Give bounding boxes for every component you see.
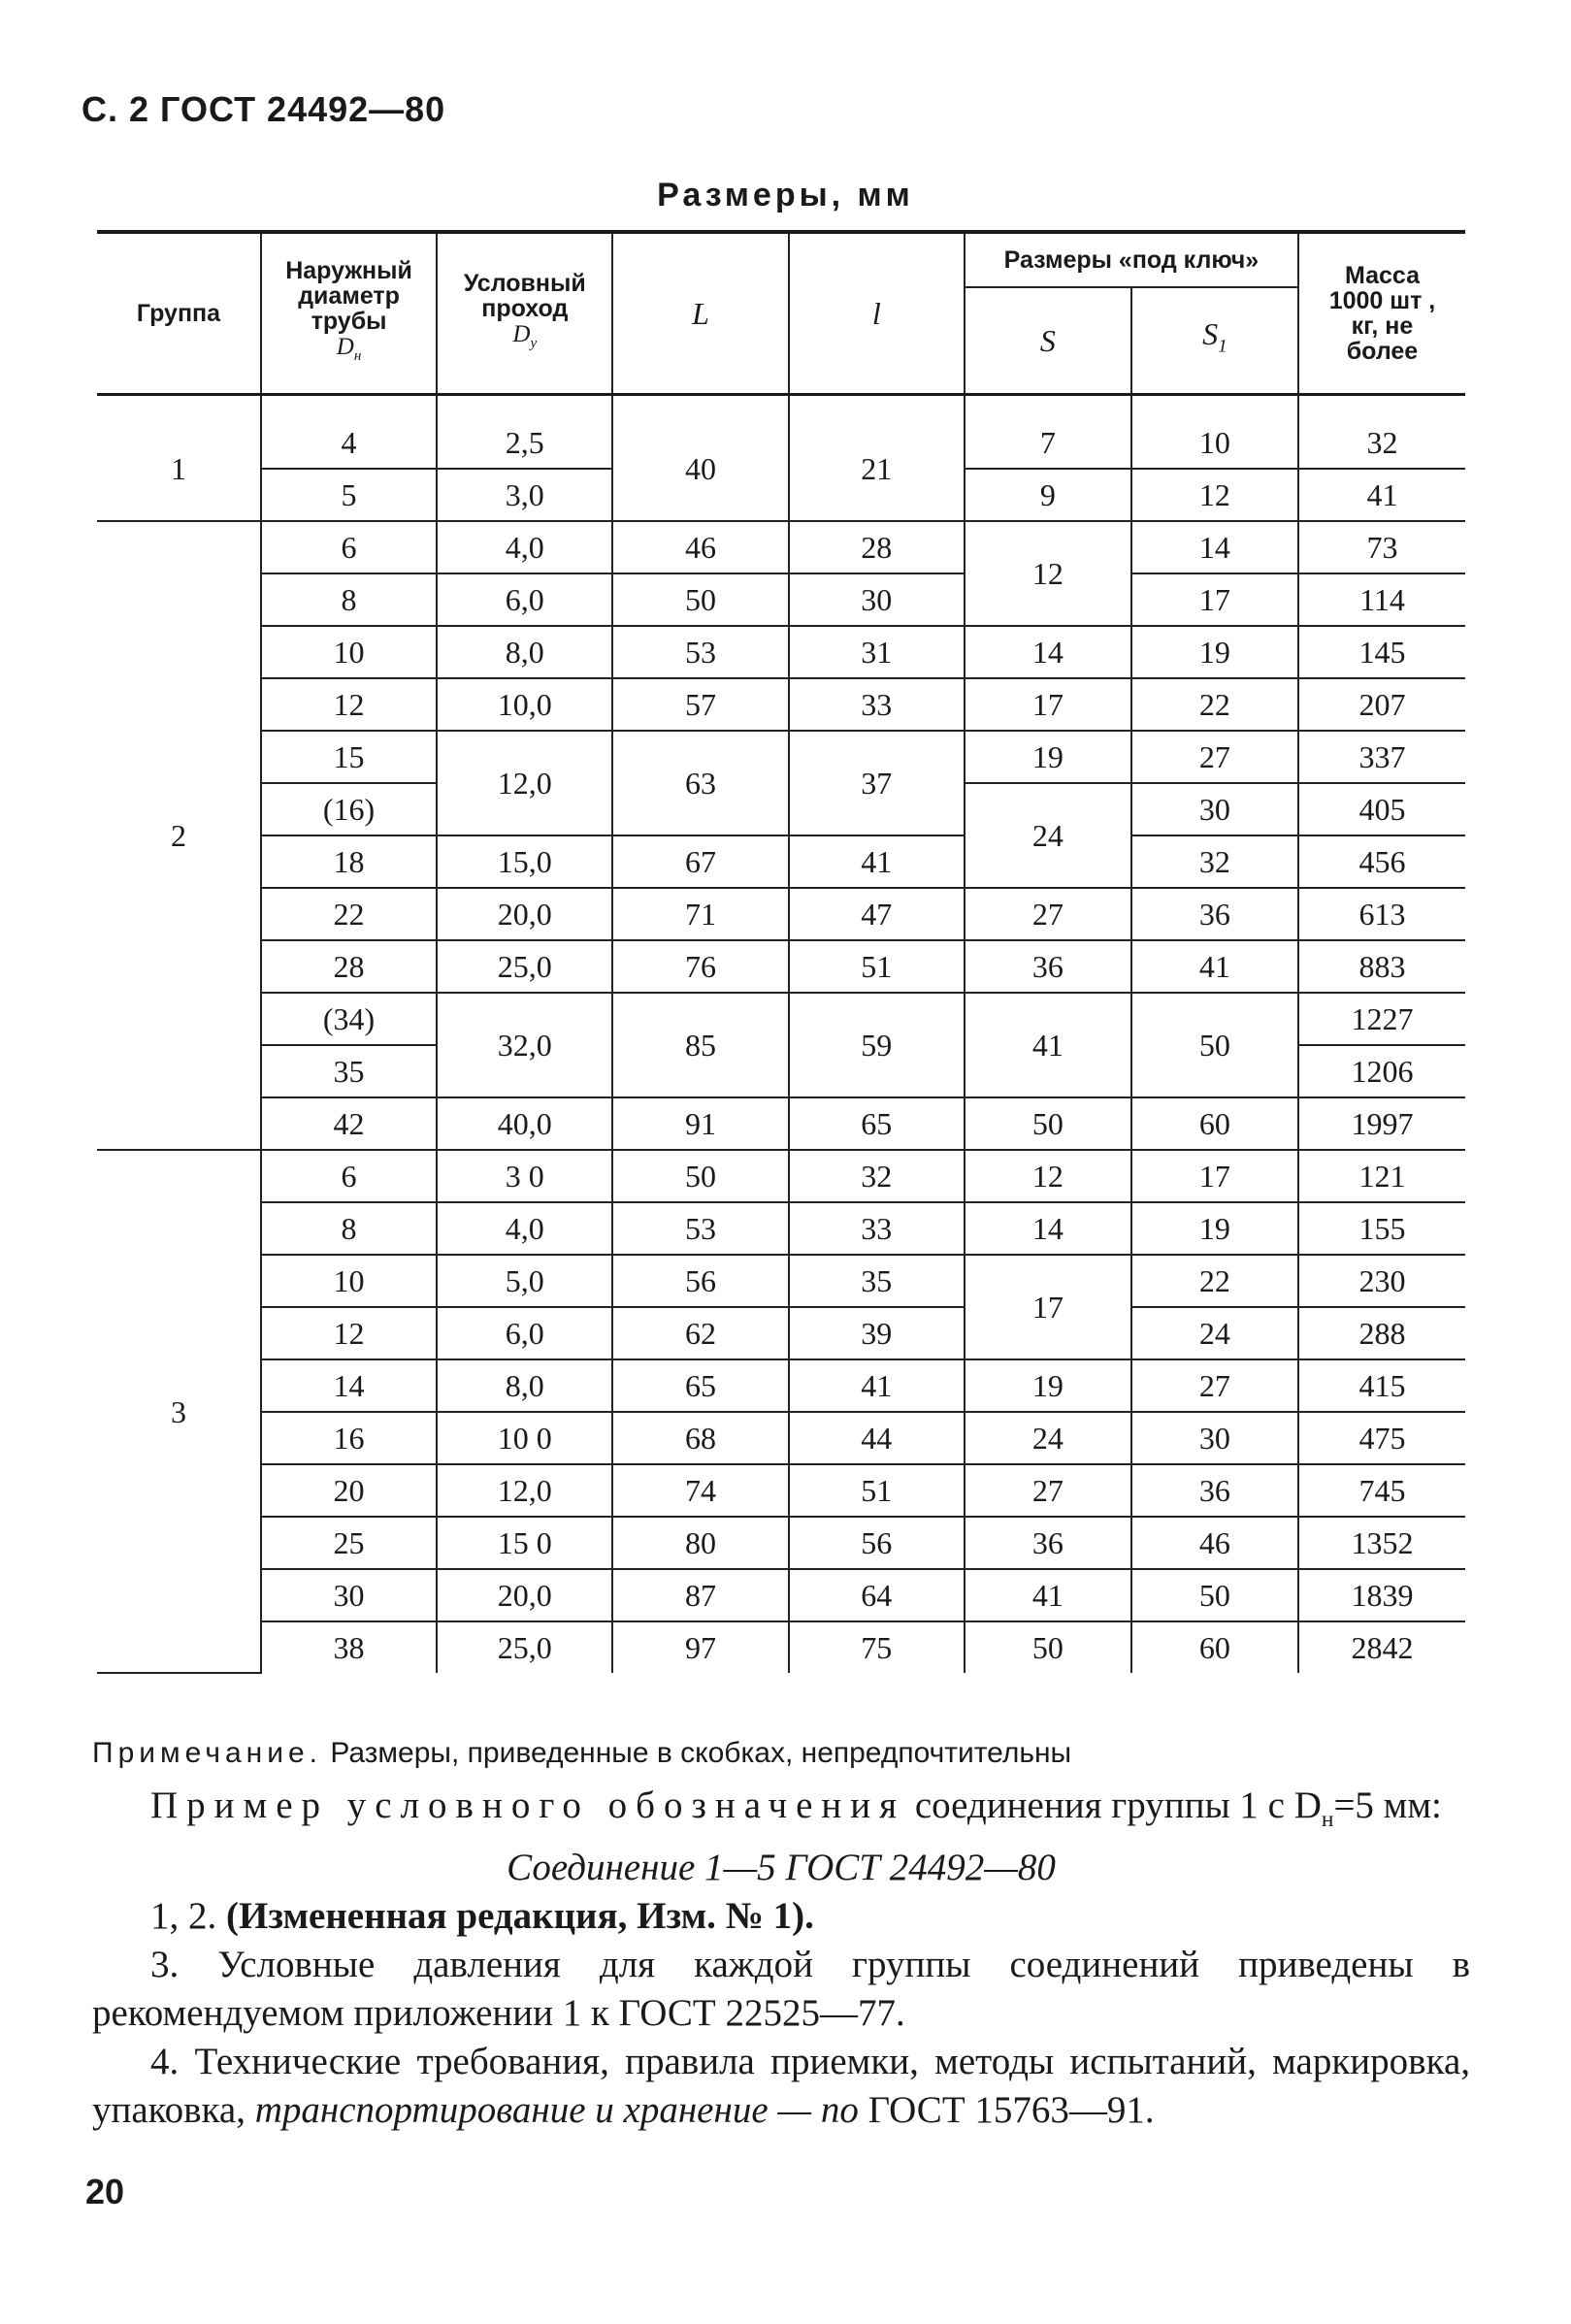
group-cell: 3 [97, 1150, 261, 1673]
cell-mass: 415 [1298, 1359, 1465, 1412]
cell-L: 80 [612, 1517, 788, 1569]
cell-L: 40 [612, 417, 788, 521]
cell-L: 87 [612, 1569, 788, 1621]
cell-S1: 22 [1131, 678, 1298, 731]
cell-dn: (34) [261, 993, 437, 1045]
cell-mass: 121 [1298, 1150, 1465, 1202]
column-header-nominal-bore: Условный проход $D_у$ [437, 232, 612, 395]
cell-dy: 4,0 [437, 1202, 612, 1255]
cell-S1: 60 [1131, 1621, 1298, 1673]
cell-mass: 1352 [1298, 1517, 1465, 1569]
cell-mass: 1997 [1298, 1097, 1465, 1150]
cell-dy: 25,0 [437, 940, 612, 993]
cell-dn: 35 [261, 1045, 437, 1097]
cell-S1: 19 [1131, 1202, 1298, 1255]
cell-mass: 32 [1298, 417, 1465, 469]
cell-dy: 8,0 [437, 626, 612, 678]
cell-mass: 405 [1298, 783, 1465, 835]
cell-L: 76 [612, 940, 788, 993]
cell-L: 91 [612, 1097, 788, 1150]
cell-L: 97 [612, 1621, 788, 1673]
column-header-S1: $S_1$ [1131, 287, 1298, 395]
cell-dy: 8,0 [437, 1359, 612, 1412]
cell-mass: 2842 [1298, 1621, 1465, 1673]
cell-dn: 38 [261, 1621, 437, 1673]
table-row [97, 1464, 1465, 1517]
cell-S: 27 [965, 1464, 1131, 1517]
table-row [97, 1255, 1465, 1307]
cell-mass: 145 [1298, 626, 1465, 678]
table-row [97, 1202, 1465, 1255]
cell-S: 14 [965, 1202, 1131, 1255]
column-header-key-sizes: Размеры «под ключ» [965, 232, 1298, 287]
cell-dy: 12,0 [437, 731, 612, 835]
cell-S: 19 [965, 731, 1131, 783]
cell-S: 7 [965, 417, 1131, 469]
cell-S1: 50 [1131, 993, 1298, 1097]
group-cell: 1 [97, 417, 261, 521]
cell-L: 62 [612, 1307, 788, 1359]
cell-L: 65 [612, 1359, 788, 1412]
cell-mass: 1206 [1298, 1045, 1465, 1097]
cell-dn: 14 [261, 1359, 437, 1412]
cell-l: 33 [789, 678, 965, 731]
cell-S: 41 [965, 1569, 1131, 1621]
cell-S: 17 [965, 678, 1131, 731]
table-row [97, 626, 1465, 678]
cell-l: 31 [789, 626, 965, 678]
cell-l: 21 [789, 417, 965, 521]
table-row [97, 835, 1465, 888]
cell-l: 65 [789, 1097, 965, 1150]
cell-l: 51 [789, 940, 965, 993]
cell-S1: 24 [1131, 1307, 1298, 1359]
cell-S1: 22 [1131, 1255, 1298, 1307]
cell-l: 75 [789, 1621, 965, 1673]
cell-S1: 41 [1131, 940, 1298, 993]
cell-S1: 19 [1131, 626, 1298, 678]
cell-L: 50 [612, 573, 788, 626]
cell-S1: 10 [1131, 417, 1298, 469]
cell-dy: 32,0 [437, 993, 612, 1097]
cell-l: 33 [789, 1202, 965, 1255]
cell-S1: 60 [1131, 1097, 1298, 1150]
cell-L: 57 [612, 678, 788, 731]
cell-l: 47 [789, 888, 965, 940]
table-row [97, 1412, 1465, 1464]
cell-L: 85 [612, 993, 788, 1097]
cell-mass: 1227 [1298, 993, 1465, 1045]
cell-L: 53 [612, 1202, 788, 1255]
table-row [97, 1307, 1465, 1359]
cell-l: 39 [789, 1307, 965, 1359]
page-number: 20 [85, 2172, 125, 2211]
cell-l: 41 [789, 1359, 965, 1412]
cell-l: 28 [789, 521, 965, 573]
cell-dy: 10,0 [437, 678, 612, 731]
cell-S1: 50 [1131, 1569, 1298, 1621]
cell-L: 68 [612, 1412, 788, 1464]
column-header-S: S [965, 287, 1131, 395]
cell-dn: 6 [261, 1150, 437, 1202]
cell-mass: 41 [1298, 469, 1465, 521]
cell-dy: 6,0 [437, 1307, 612, 1359]
cell-S: 36 [965, 1517, 1131, 1569]
cell-dy: 5,0 [437, 1255, 612, 1307]
cell-dn: 16 [261, 1412, 437, 1464]
table-row [97, 1097, 1465, 1150]
cell-S: 12 [965, 521, 1131, 626]
cell-mass: 73 [1298, 521, 1465, 573]
cell-dy: 4,0 [437, 521, 612, 573]
cell-mass: 155 [1298, 1202, 1465, 1255]
cell-S: 14 [965, 626, 1131, 678]
cell-l: 56 [789, 1517, 965, 1569]
cell-S: 50 [965, 1621, 1131, 1673]
cell-S1: 36 [1131, 888, 1298, 940]
column-header-mass: Масса 1000 шт , кг, не более [1298, 232, 1465, 395]
cell-S1: 30 [1131, 783, 1298, 835]
cell-mass: 337 [1298, 731, 1465, 783]
cell-S1: 12 [1131, 469, 1298, 521]
cell-dn: 8 [261, 1202, 437, 1255]
cell-l: 64 [789, 1569, 965, 1621]
cell-dn: 4 [261, 417, 437, 469]
cell-mass: 207 [1298, 678, 1465, 731]
cell-dy: 25,0 [437, 1621, 612, 1673]
designation-line: Соединение 1—5 ГОСТ 24492—80 [507, 1846, 1056, 1888]
cell-dy: 15 0 [437, 1517, 612, 1569]
cell-mass: 288 [1298, 1307, 1465, 1359]
cell-S1: 17 [1131, 573, 1298, 626]
cell-S: 9 [965, 469, 1131, 521]
table-row [97, 1150, 1465, 1202]
cell-l: 32 [789, 1150, 965, 1202]
cell-dn: 25 [261, 1517, 437, 1569]
cell-mass: 1839 [1298, 1569, 1465, 1621]
notes-section [92, 1737, 1470, 2135]
item-1-2: 1, 2. (Измененная редакция, Изм. № 1). [150, 1894, 814, 1937]
table-row [97, 888, 1465, 940]
cell-dy: 10 0 [437, 1412, 612, 1464]
cell-dy: 3,0 [437, 469, 612, 521]
cell-dn: 15 [261, 731, 437, 783]
dimensions-table [97, 230, 1465, 1674]
table-row [97, 1621, 1465, 1673]
cell-l: 37 [789, 731, 965, 835]
cell-dy: 2,5 [437, 417, 612, 469]
cell-dn: 42 [261, 1097, 437, 1150]
cell-S1: 46 [1131, 1517, 1298, 1569]
cell-dn: 20 [261, 1464, 437, 1517]
table-note: Примечание. Размеры, приведенные в скобках, непредпочтительны [92, 1737, 1072, 1769]
table-row [97, 678, 1465, 731]
item-3: 3. Условные давления для каждой группы соединений приведены в рекомендуемом приложении 1 к ГОСТ 22525—77. [92, 1943, 1470, 2034]
cell-mass: 613 [1298, 888, 1465, 940]
cell-L: 67 [612, 835, 788, 888]
column-header-outer-diameter: Наружный диаметр трубы $D_н$ [261, 232, 437, 395]
group-cell: 2 [97, 521, 261, 1150]
column-header-group: Группа [97, 232, 261, 395]
cell-dy: 20,0 [437, 1569, 612, 1621]
cell-mass: 114 [1298, 573, 1465, 626]
cell-dy: 40,0 [437, 1097, 612, 1150]
cell-dn: 10 [261, 1255, 437, 1307]
cell-S: 27 [965, 888, 1131, 940]
cell-L: 71 [612, 888, 788, 940]
cell-mass: 883 [1298, 940, 1465, 993]
cell-S1: 32 [1131, 835, 1298, 888]
cell-S: 17 [965, 1255, 1131, 1359]
cell-S: 50 [965, 1097, 1131, 1150]
document-header: С. 2 ГОСТ 24492—80 [82, 89, 446, 129]
cell-l: 44 [789, 1412, 965, 1464]
cell-dy: 3 0 [437, 1150, 612, 1202]
cell-l: 51 [789, 1464, 965, 1517]
cell-mass: 745 [1298, 1464, 1465, 1517]
cell-dn: (16) [261, 783, 437, 835]
cell-l: 35 [789, 1255, 965, 1307]
table-spacer-row [97, 395, 1465, 418]
cell-mass: 230 [1298, 1255, 1465, 1307]
table-row [97, 521, 1465, 573]
cell-dn: 30 [261, 1569, 437, 1621]
item-4: 4. Технические требования, правила приемки, методы испытаний, маркировка, упаковка, транспортирование и хранение — по ГОСТ 15763—91. [92, 2040, 1470, 2131]
column-header-L: L [612, 232, 788, 395]
cell-S: 24 [965, 783, 1131, 888]
cell-dn: 18 [261, 835, 437, 888]
table-row [97, 940, 1465, 993]
cell-L: 53 [612, 626, 788, 678]
table-row [97, 993, 1465, 1045]
table-row [97, 573, 1465, 626]
column-header-l: l [789, 232, 965, 395]
cell-mass: 456 [1298, 835, 1465, 888]
cell-L: 74 [612, 1464, 788, 1517]
table-title: Размеры, мм [657, 177, 914, 213]
cell-S: 24 [965, 1412, 1131, 1464]
table-row [97, 1517, 1465, 1569]
cell-L: 46 [612, 521, 788, 573]
cell-dy: 15,0 [437, 835, 612, 888]
cell-l: 30 [789, 573, 965, 626]
cell-S: 41 [965, 993, 1131, 1097]
cell-L: 56 [612, 1255, 788, 1307]
cell-S1: 30 [1131, 1412, 1298, 1464]
cell-S: 36 [965, 940, 1131, 993]
cell-dn: 12 [261, 1307, 437, 1359]
cell-dn: 8 [261, 573, 437, 626]
cell-dn: 28 [261, 940, 437, 993]
cell-S1: 36 [1131, 1464, 1298, 1517]
dimensions-table-wrapper [97, 230, 1465, 1674]
cell-S1: 27 [1131, 731, 1298, 783]
cell-dy: 20,0 [437, 888, 612, 940]
cell-l: 59 [789, 993, 965, 1097]
cell-L: 63 [612, 731, 788, 835]
table-row [97, 1569, 1465, 1621]
cell-dy: 6,0 [437, 573, 612, 626]
cell-S: 19 [965, 1359, 1131, 1412]
cell-L: 50 [612, 1150, 788, 1202]
cell-dn: 12 [261, 678, 437, 731]
cell-dn: 5 [261, 469, 437, 521]
designation-example: Пример условного обозначения соединения группы 1 с $D_н=5$ мм: [150, 1784, 1442, 1832]
cell-dy: 12,0 [437, 1464, 612, 1517]
cell-S: 12 [965, 1150, 1131, 1202]
cell-dn: 6 [261, 521, 437, 573]
table-row [97, 417, 1465, 469]
cell-S1: 14 [1131, 521, 1298, 573]
cell-dn: 22 [261, 888, 437, 940]
cell-S1: 27 [1131, 1359, 1298, 1412]
cell-dn: 10 [261, 626, 437, 678]
table-row [97, 731, 1465, 783]
cell-mass: 475 [1298, 1412, 1465, 1464]
cell-l: 41 [789, 835, 965, 888]
table-row [97, 1359, 1465, 1412]
cell-S1: 17 [1131, 1150, 1298, 1202]
